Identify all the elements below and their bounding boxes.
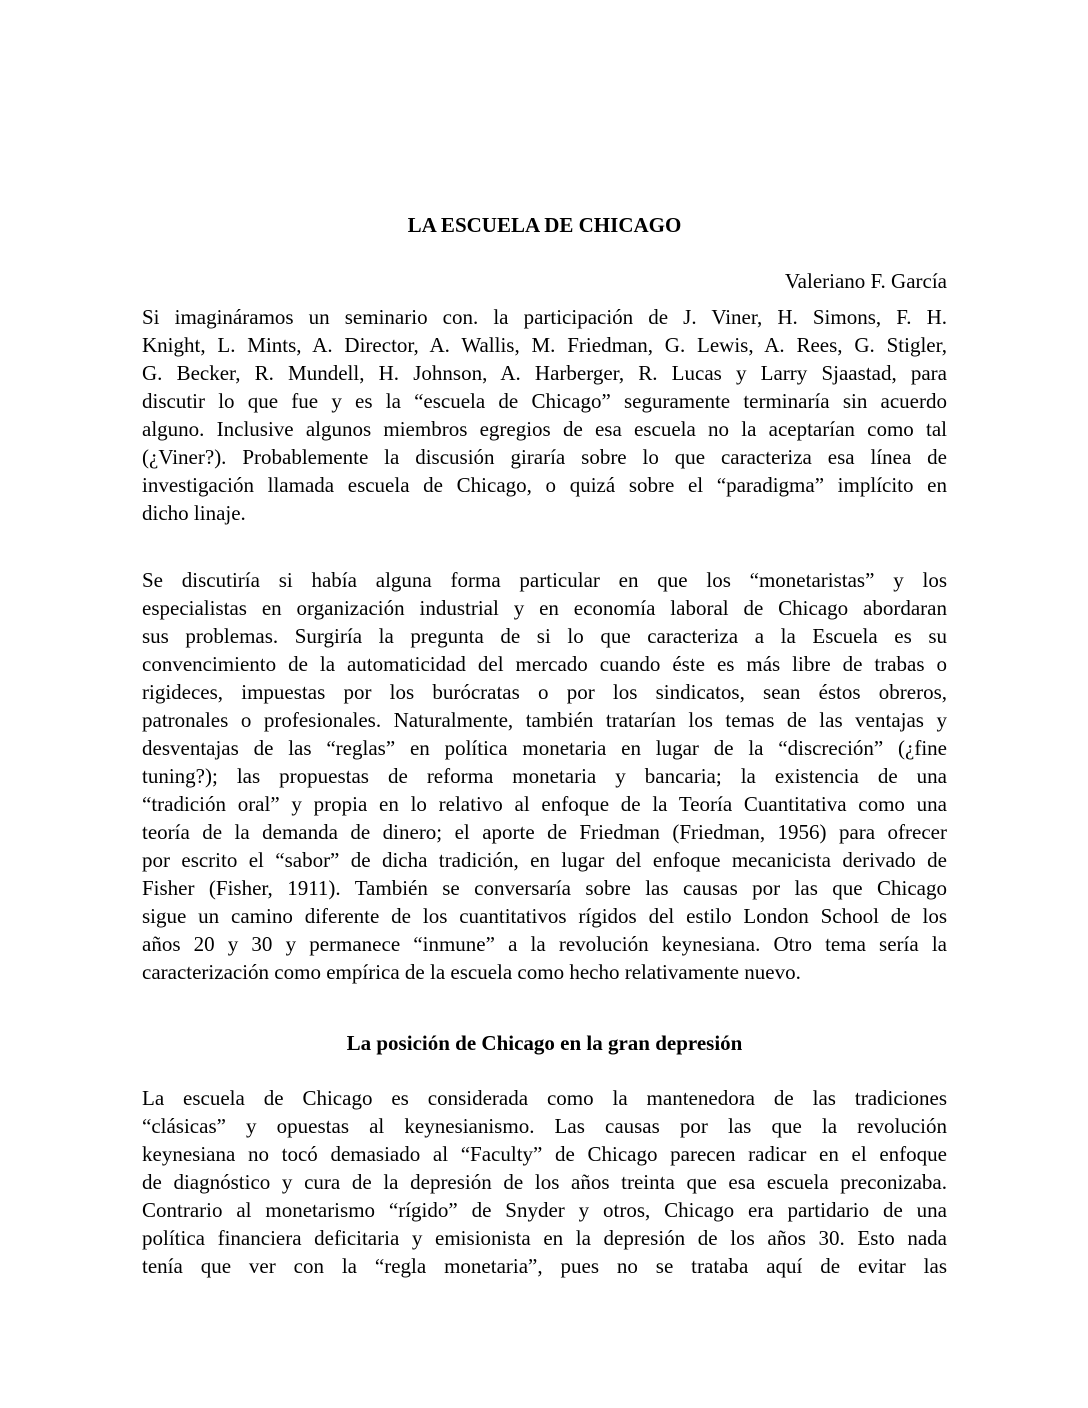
text-line: investigación llamada escuela de Chicago, o quizá sobre el “paradigma” implícito en	[142, 473, 947, 497]
text-line: tuning?); las propuestas de reforma monetaria y bancaria; la existencia de una	[142, 764, 947, 788]
text-line: dicho linaje.	[142, 501, 246, 525]
text-line: teoría de la demanda de dinero; el aporte de Friedman (Friedman, 1956) para ofrecer	[142, 820, 947, 844]
text-line: keynesiana no tocó demasiado al “Faculty” de Chicago parecen radicar en el enfoque	[142, 1142, 947, 1166]
paragraph-1	[142, 303, 947, 527]
text-line: rigideces, impuestas por los burócratas o por los sindicatos, sean éstos obreros,	[142, 680, 947, 704]
text-line: “clásicas” y opuestas al keynesianismo. Las causas por las que la revolución	[142, 1114, 947, 1138]
text-line: La escuela de Chicago es considerada como la mantenedora de las tradiciones	[142, 1086, 947, 1110]
text-line: especialistas en organización industrial y en economía laboral de Chicago abordaran	[142, 596, 947, 620]
section-heading: La posición de Chicago en la gran depresión	[346, 1031, 743, 1055]
text-line: por escrito el “sabor” de dicha tradición, en lugar del enfoque mecanicista derivado de	[142, 848, 947, 872]
text-line: Knight, L. Mints, A. Director, A. Wallis, M. Friedman, G. Lewis, A. Rees, G. Stigler,	[142, 333, 947, 357]
document-title: LA ESCUELA DE CHICAGO	[407, 213, 682, 237]
paragraph-3	[142, 1084, 947, 1280]
text-line: años 20 y 30 y permanece “inmune” a la revolución keynesiana. Otro tema sería la	[142, 932, 947, 956]
text-line: Se discutiría si había alguna forma particular en que los “monetaristas” y los	[142, 568, 947, 592]
author-name: Valeriano F. García	[784, 269, 947, 293]
text-line: Contrario al monetarismo “rígido” de Snyder y otros, Chicago era partidario de una	[142, 1198, 947, 1222]
text-line: sigue un camino diferente de los cuantitativos rígidos del estilo London School de los	[142, 904, 947, 928]
paragraph-2	[142, 566, 947, 986]
text-line: Fisher (Fisher, 1911). También se conversaría sobre las causas por las que Chicago	[142, 876, 947, 900]
text-line: tenía que ver con la “regla monetaria”, pues no se trataba aquí de evitar las	[142, 1254, 947, 1278]
text-line: política financiera deficitaria y emisionista en la depresión de los años 30. Esto nada	[142, 1226, 947, 1250]
text-line: patronales o profesionales. Naturalmente, también tratarían los temas de las ventajas y	[142, 708, 947, 732]
text-line: convencimiento de la automaticidad del mercado cuando éste es más libre de trabas o	[142, 652, 947, 676]
text-line: de diagnóstico y cura de la depresión de los años treinta que esa escuela preconizaba.	[142, 1170, 947, 1194]
text-line: caracterización como empírica de la escuela como hecho relativamente nuevo.	[142, 960, 801, 984]
text-line: desventajas de las “reglas” en política monetaria en lugar de la “discreción” (¿fine	[142, 736, 947, 760]
text-line: (¿Viner?). Probablemente la discusión giraría sobre lo que caracteriza esa línea de	[142, 445, 947, 469]
text-line: “tradición oral” y propia en lo relativo al enfoque de la Teoría Cuantitativa como una	[142, 792, 947, 816]
text-line: sus problemas. Surgiría la pregunta de si lo que caracteriza a la Escuela es su	[142, 624, 947, 648]
text-line: discutir lo que fue y es la “escuela de Chicago” seguramente terminaría sin acuerdo	[142, 389, 947, 413]
text-line: G. Becker, R. Mundell, H. Johnson, A. Harberger, R. Lucas y Larry Sjaastad, para	[142, 361, 947, 385]
text-line: Si imagináramos un seminario con. la participación de J. Viner, H. Simons, F. H.	[142, 305, 947, 329]
text-line: alguno. Inclusive algunos miembros egregios de esa escuela no la aceptarían como tal	[142, 417, 947, 441]
